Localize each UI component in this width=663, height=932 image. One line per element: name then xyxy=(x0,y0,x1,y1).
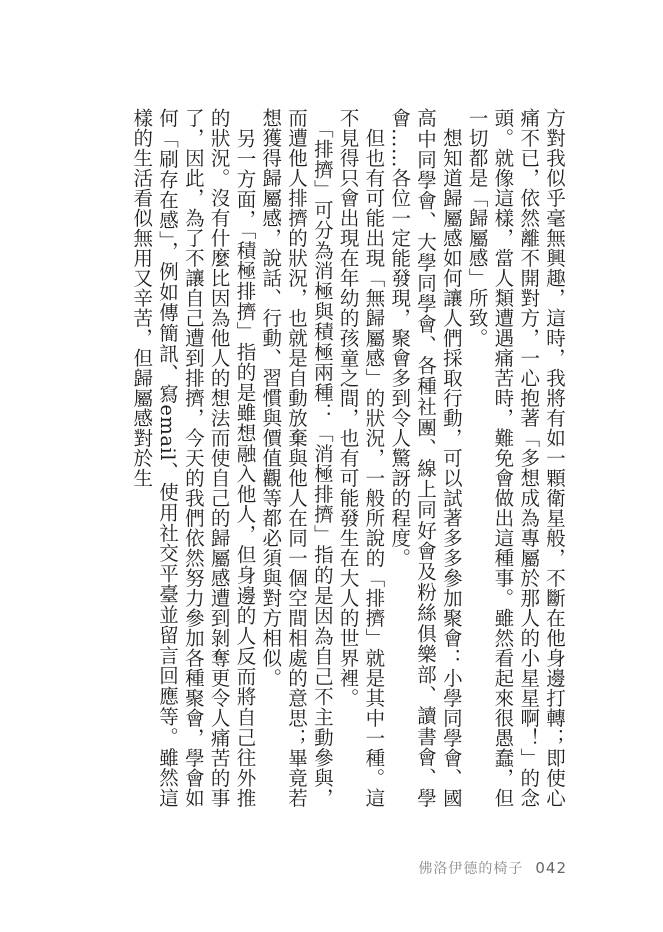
page-footer xyxy=(418,858,567,878)
page-number: 042 xyxy=(535,859,567,877)
paragraph-5: 另一方面，「積極排擠」指的是雖想融入他人，但身邊的人反而將自己往外推的狀況。沒有什麼比因為他人的想法而使自己的歸屬感遭到剝奪更令人痛苦的事了，因此，為了不讓自己遭到排擠，今天的我們依然努力參加各種聚會，學會如何「刷存在感」，例如傳簡訊、寫email、使用社交平臺並留言回應等。雖然這樣的生活看似無用又辛苦，但歸屬感對於生 xyxy=(130,108,257,808)
paragraph-4: 「排擠」可分為消極與積極兩種：「消極排擠」指的是因為自己不主動參與，而遭他人排擠的狀況，也就是自動放棄與他人在同一個空間相處的意思；畢竟若想獲得歸屬感，說話、行動、習慣與價值觀等都必須與對方相似。 xyxy=(259,108,334,808)
paragraph-1: 方對我似乎毫無興趣，這時，我將有如一顆衛星般，不斷在他身邊打轉；即使心痛不已，依然離不開對方，一心抱著「多想成為專屬於那人的小星星啊！」的念頭。就像這樣，當人類遭遇痛苦時，難免會做出這種事。雖然看起來很愚蠢，但一切都是「歸屬感」所致。 xyxy=(465,108,566,808)
paragraph-3: 但也有可能出現「無歸屬感」的狀況，一般所說的「排擠」就是其中一種。這不見得只會出現在年幼的孩童之間，也有可能發生在大人的世界裡。 xyxy=(336,108,386,808)
running-footer-book-title: 佛洛伊德的椅子 xyxy=(418,861,524,877)
paragraph-2: 想知道歸屬感如何讓人們採取行動，可以試著多多參加聚會：小學同學會、國高中同學會、大學同學會、各種社團、線上同好會及粉絲俱樂部、讀書會、學會……各位一定能發現，聚會多到令人驚訝的程度。 xyxy=(388,108,463,808)
body-text xyxy=(97,108,567,808)
